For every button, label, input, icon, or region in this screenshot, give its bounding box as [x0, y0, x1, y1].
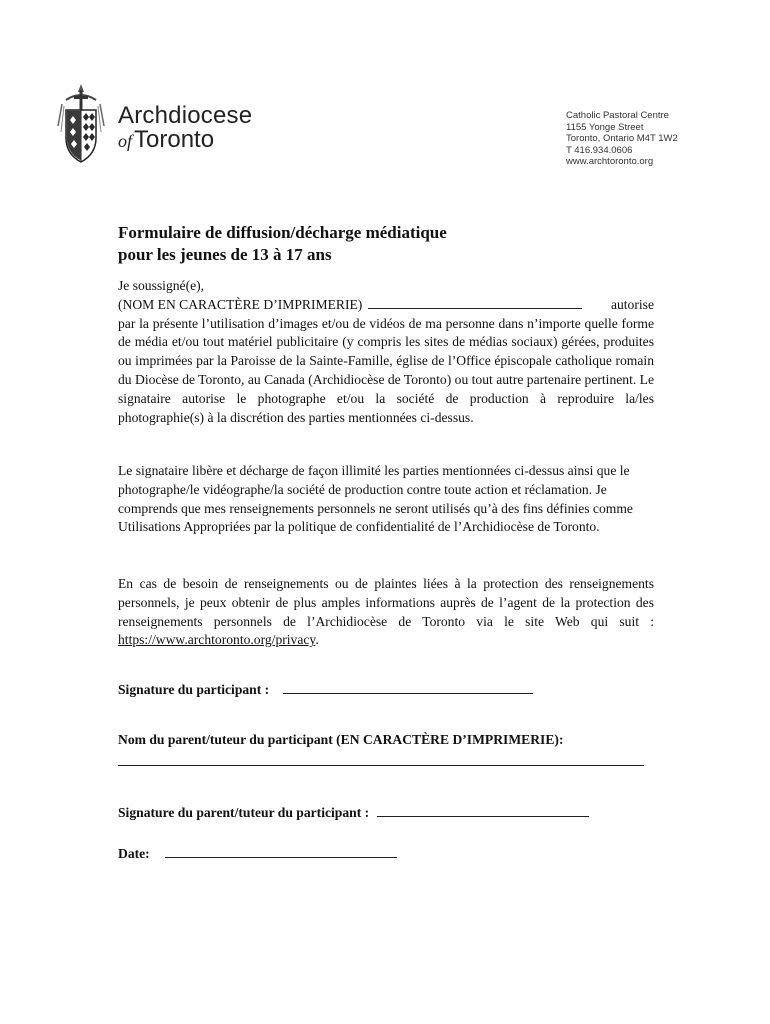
address-line: Catholic Pastoral Centre	[566, 110, 669, 121]
address-line: 1155 Yonge Street	[566, 121, 644, 133]
name-line	[118, 296, 654, 315]
org-name-line2	[118, 128, 252, 152]
address-website: www.archtoronto.org	[566, 156, 654, 167]
date-row	[118, 844, 397, 863]
document-title-line2: pour les jeunes de 13 à 17 ans	[118, 245, 332, 264]
date-label: Date:	[118, 846, 150, 861]
salutation: Je soussigné(e),	[118, 278, 205, 293]
participant-signature-field[interactable]	[283, 681, 533, 694]
org-name-of: of	[118, 131, 133, 151]
parent-name-row	[118, 730, 644, 771]
address-line: Toronto, Ontario M4T 1W2	[566, 133, 678, 144]
authorization-paragraph	[118, 277, 654, 427]
name-label: (NOM EN CARACTÈRE D’IMPRIMERIE)	[118, 296, 363, 312]
participant-signature-label: Signature du participant :	[118, 682, 270, 697]
archdiocese-logo	[56, 82, 256, 166]
authorize-word: autorise	[610, 296, 654, 312]
parent-name-label: Nom du parent/tuteur du participant (EN CARACTÈRE D’IMPRIMERIE):	[118, 732, 564, 747]
parent-signature-label: Signature du parent/tuteur du participant :	[118, 805, 370, 820]
archdiocese-crest-icon	[56, 82, 106, 164]
release-paragraph: Le signataire libère et décharge de façon illimité les parties mentionnées ci-dessus ainsi que le photographe/le vidéographe/la société de production contre toute action et réclamation. Je comprends que mes renseignements personnels ne seront utilisés qu’à des fins définies comme Utilisations Appropriées par la politique de confidentialité de l’Archidiocèse de Toronto.	[118, 463, 633, 535]
name-blank-field[interactable]	[368, 296, 582, 309]
date-field[interactable]	[165, 845, 397, 858]
privacy-link[interactable]: https://www.archtoronto.org/privacy	[118, 632, 316, 648]
org-name-line1: Archdiocese	[118, 102, 253, 129]
parent-signature-row	[118, 803, 589, 822]
document-title	[118, 222, 447, 266]
privacy-end: .	[315, 632, 319, 648]
participant-signature-row	[118, 680, 533, 699]
org-name-city: Toronto	[134, 126, 215, 153]
parent-signature-field[interactable]	[377, 804, 589, 817]
address-block	[566, 110, 678, 168]
privacy-paragraph	[118, 575, 654, 650]
authorization-text: par la présente l’utilisation d’images et/ou de vidéos de ma personne dans n’importe quelle forme de média et/ou tout matériel publicitaire (y compris les sites de médias sociaux) gérées, produites ou imprimées par la Paroisse de la Sainte-Famille, église de l’Office épiscopale catholique romain du Diocèse de Toronto, au Canada (Archidiocèse de Toronto) ou tout autre partenaire pertinent. Le signataire autorise le photographe et/ou la société de production à reproduire la/les photographie(s) à la discrétion des parties mentionnées ci-dessus.	[118, 315, 654, 425]
parent-name-field[interactable]	[118, 753, 644, 766]
org-name	[118, 104, 252, 152]
privacy-text: En cas de besoin de renseignements ou de plaintes liées à la protection des renseignements personnels, je peux obtenir de plus amples informations auprès de l’agent de la protection des renseignements personnels de l’Archidiocèse de Toronto via le site Web qui suit :	[118, 576, 654, 629]
address-line: T 416.934.0606	[566, 144, 633, 156]
document-title-line1: Formulaire de diffusion/décharge médiatique	[118, 223, 447, 242]
